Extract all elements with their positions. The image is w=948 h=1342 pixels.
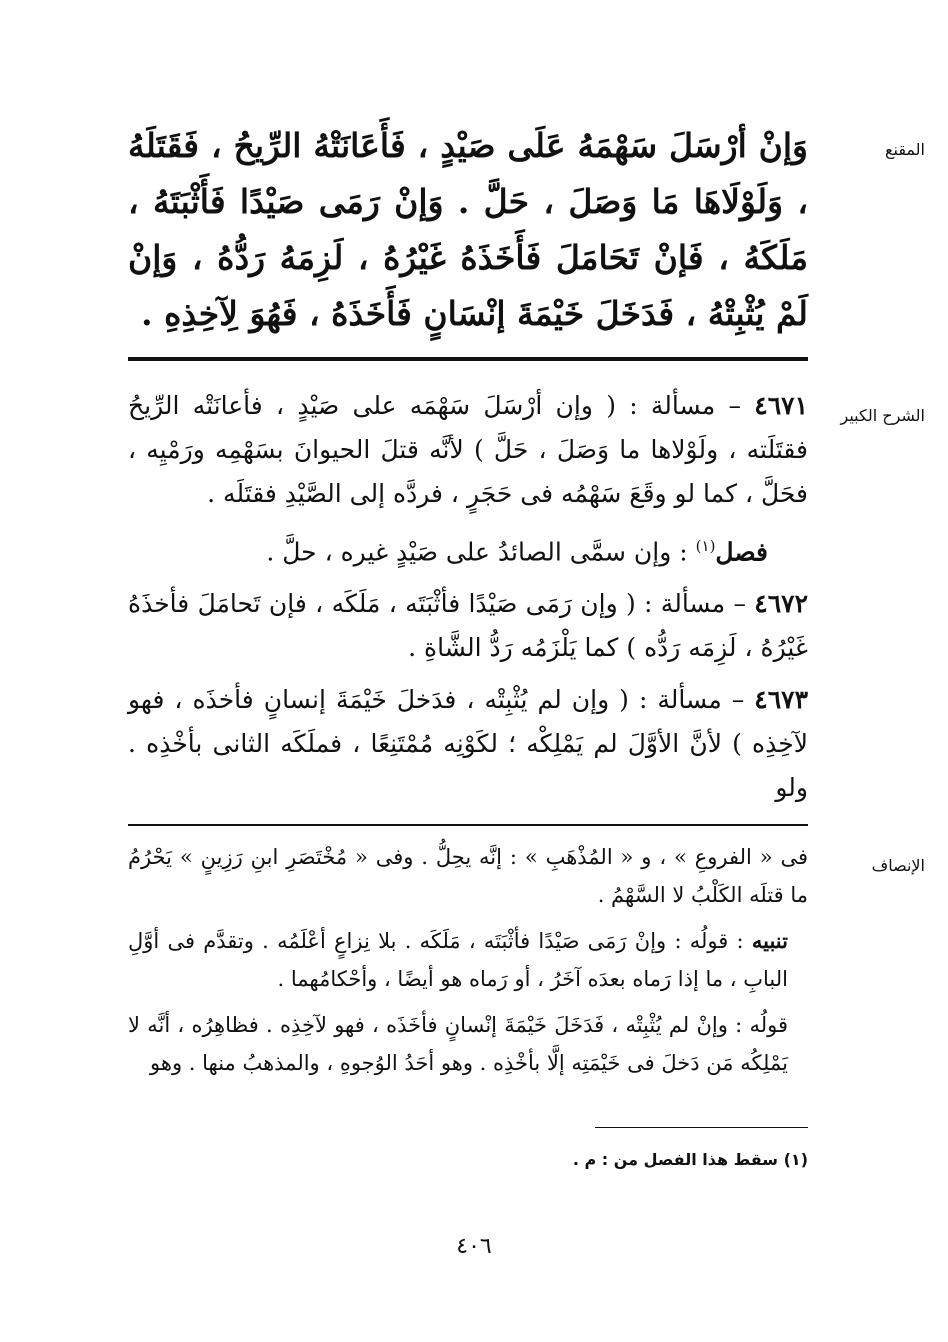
masala-number: ٤٦٧٢ <box>754 589 808 619</box>
tanbih-text: : قولُه : وإنْ رَمَى صَيْدًا فأثْبَتَه ، مَلَكَه . بلا نِزاعٍ أعْلَمُه . وتقدَّم فى أوَّلِ البابِ ، ما إذا رَماه بعدَه آخَرُ ، أو رَماه هو أيضًا ، وأحْكامُهما . <box>128 929 788 991</box>
insaf-paragraph-2 <box>128 922 808 998</box>
insaf-paragraph-3: قولُه : وإنْ لم يُثْبِتْه ، فَدَخَلَ خَيْمَةَ إنْسانٍ فأخَذَه ، فهو لآخِذِه . فظاهِرُه ، أنَّه لا يَمْلِكُه مَن دَخلَ فى خَيْمَتِه إلَّا بأخْذِه . وهو أحَدُ الوُجوهِ ، والمذهبُ منها . وهو <box>128 1013 788 1075</box>
muqni-text: وَإنْ أرْسَلَ سَهْمَهُ عَلَى صَيْدٍ ، فَأَعَانَتْهُ الرِّيحُ ، فَقَتَلَهُ ، وَلَوْلَاهَا مَا وَصَلَ ، حَلَّ . وَإنْ رَمَى صَيْدًا فَأَثْبَتَهُ ، مَلَكَهُ ، فَإنْ تَحَامَلَ فَأَخَذَهُ غَيْرُهُ ، لَزِمَهُ رَدُّهُ ، وَإنْ لَمْ يُثْبِتْهُ ، فَدَخَلَ خَيْمَةَ إنْسَانٍ فَأَخَذَهُ ، فَهُوَ لِآخِذِهِ . <box>128 126 808 333</box>
section-divider-thin <box>128 824 808 826</box>
masala-text: – مسألة : ( وإن أرْسَلَ سَهْمَه على صَيْدٍ ، فأعانَتْه الرِّيحُ فقتَلَته ، ولَوْلاها ما وَصَلَ ، حَلَّ ) لأنَّه قتلَ الحيوانَ بسَهْمِه ورَمْيِه ، فحَلَّ ، كما لو وقَعَ سَهْمُه فى حَجَرٍ ، فردَّه إلى الصَّيْدِ فقتَلَه . <box>128 391 808 508</box>
footnote-divider <box>595 1127 808 1128</box>
insaf-text-block <box>128 838 808 1090</box>
section-divider-thick <box>128 357 808 361</box>
masala-number: ٤٦٧١ <box>754 391 808 420</box>
masala-4672 <box>128 582 808 670</box>
page-number: ٤٠٦ <box>456 1234 492 1259</box>
sharh-text-block <box>128 384 808 818</box>
fasl-paragraph <box>128 524 808 574</box>
section-label-insaf: الإنصاف <box>871 856 925 875</box>
masala-number: ٤٦٧٣ <box>754 685 808 715</box>
footnote-ref: (١) <box>695 537 716 555</box>
footnote: (١) سقط هذا الفصل من : م . <box>572 1150 808 1169</box>
section-label-muqni: المقنع <box>884 140 925 159</box>
fasl-text: : وإن سمَّى الصائدُ على صَيْدٍ غيره ، حلَّ . <box>266 537 696 567</box>
insaf-paragraph-1: فى « الفروعِ » ، و « المُذْهَبِ » : إنَّه يحِلُّ . وفى « مُخْتَصَرِ ابنِ رَزِينٍ » يَحْرُمُ ما قتلَه الكَلْبُ لا السَّهْمُ . <box>128 845 808 907</box>
section-label-sharh: الشرح الكبير <box>840 406 925 425</box>
masala-text: – مسألة : ( وإن رَمَى صَيْدًا فأثْبَتَه ، مَلَكَه ، فإن تَحامَلَ فأخذَهُ غَيْرُهُ ، لَزِمَه رَدُّه ) كما يَلْزَمُه رَدُّ الشَّاةِ . <box>128 589 808 663</box>
masala-4671 <box>128 384 808 516</box>
muqni-text-block <box>128 118 808 342</box>
masala-4673 <box>128 678 808 810</box>
tanbih-label: تنبيه <box>751 928 788 953</box>
masala-text: – مسألة : ( وإن لم يُثْبِتْه ، فدَخلَ خَيْمَةَ إنسانٍ فأخذَه ، فهو لآخِذِه ) لأنَّ الأوَّلَ لم يَمْلِكْه ؛ لكَوْنِه مُمْتَنِعًا ، فملَكَه الثانى بأخْذِه . ولو <box>128 685 808 803</box>
fasl-label: فصل <box>715 537 768 567</box>
